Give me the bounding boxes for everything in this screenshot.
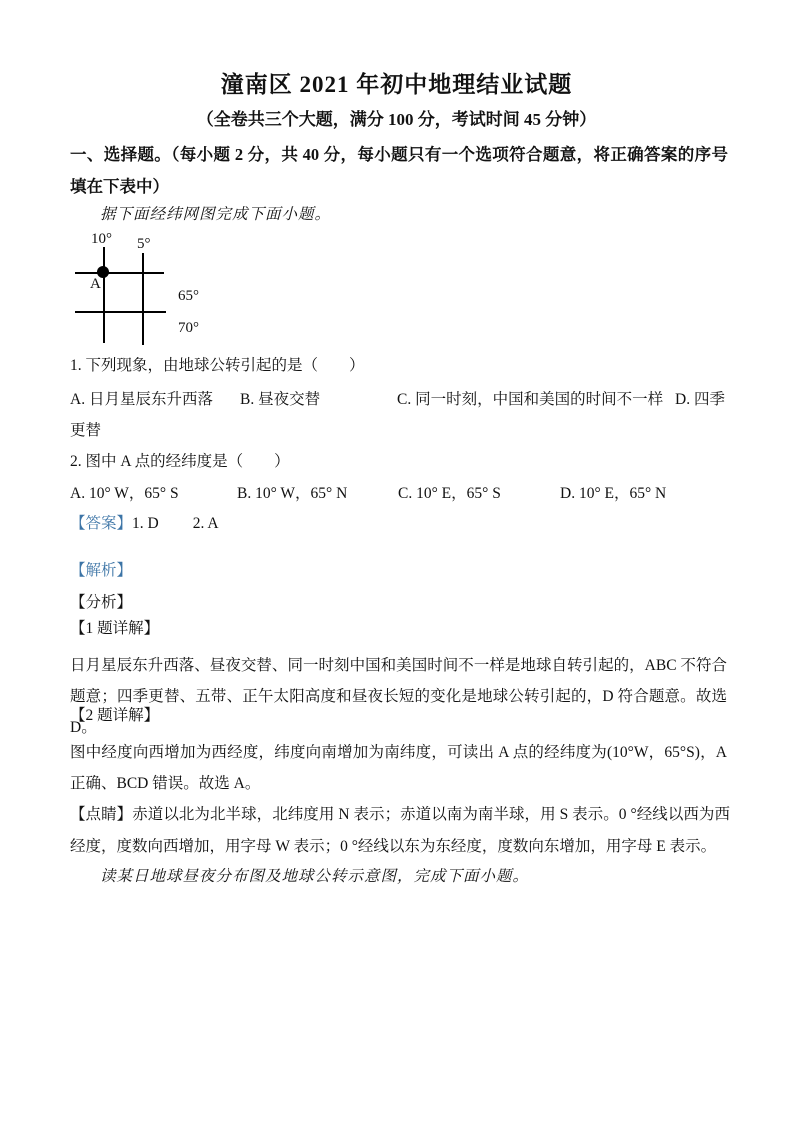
question2-stem: 2. 图中 A 点的经纬度是（ ） (70, 453, 290, 470)
section-heading-choice-questions: 一、选择题。（每小题 2 分，共 40 分，每小题只有一个选项符合题意，将正确答案的序号填在下表中） (70, 145, 728, 196)
question2-option-c: C. 10° E，65° S (398, 485, 501, 502)
answer-label: 【答案】 (70, 515, 133, 532)
analysis-label: 【解析】 (70, 562, 133, 579)
question1-explanation-text: 日月星辰东升西落、昼夜交替、同一时刻中国和美国时间不一样是地球自转引起的，ABC 不符合题意；四季更替、五带、正午太阳高度和昼夜长短的变化是地球公转引起的，D 符合题意。故选 D。 (70, 657, 727, 736)
question1-option-d: D. 四季 (675, 391, 725, 408)
key-point-label: 【点睛】 (70, 806, 133, 823)
answer-q2: 2. A (192, 515, 219, 532)
answer-q1: 1. D (132, 515, 159, 532)
question1-option-b: B. 昼夜交替 (240, 391, 321, 408)
longitude-label-5: 5° (137, 236, 151, 252)
point-a-label: A (90, 276, 101, 292)
answer-line (70, 514, 219, 534)
meridian-line-5 (142, 253, 144, 345)
question2-explanation-text: 图中经度向西增加为西经度，纬度向南增加为南纬度，可读出 A 点的经纬度为(10°W，65°S)，A 正确、BCD 错误。故选 A。 (70, 744, 727, 792)
passage2-lead-in: 读某日地球昼夜分布图及地球公转示意图，完成下面小题。 (100, 868, 530, 885)
question2-option-d: D. 10° E，65° N (560, 485, 667, 502)
latitude-label-65: 65° (178, 288, 199, 304)
question1-option-a: A. 日月星辰东升西落 (70, 391, 213, 408)
breakdown-label: 【分析】 (70, 594, 133, 611)
question1-explanation-label: 【1 题详解】 (70, 620, 160, 637)
question2-option-b: B. 10° W，65° N (237, 485, 348, 502)
question1-option-c: C. 同一时刻，中国和美国的时间不一样 (397, 391, 664, 408)
parallel-line-65 (75, 272, 164, 274)
question2-explanation-label: 【2 题详解】 (70, 707, 160, 724)
meridian-line-10 (103, 247, 105, 343)
longitude-label-10: 10° (91, 231, 112, 247)
question2-option-a: A. 10° W，65° S (70, 485, 179, 502)
page-title: 潼南区 2021 年初中地理结业试题 (220, 72, 573, 97)
key-point-text: 赤道以北为北半球，北纬度用 N 表示；赤道以南为南半球，用 S 表示。0 °经线以西为西经度，度数向西增加，用字母 W 表示；0 °经线以东为东经度，度数向东增加，用字母 E 表示。 (70, 806, 730, 855)
question1-option-d-wrapped-text: 更替 (70, 422, 102, 439)
key-point-paragraph (70, 799, 730, 863)
question1-stem: 1. 下列现象，由地球公转引起的是（ ） (70, 357, 365, 374)
passage1-lead-in: 据下面经纬网图完成下面小题。 (100, 206, 332, 223)
latitude-label-70: 70° (178, 320, 199, 336)
page-subtitle: （全卷共三个大题，满分 100 分，考试时间 45 分钟） (196, 110, 597, 129)
parallel-line-70 (75, 311, 166, 313)
